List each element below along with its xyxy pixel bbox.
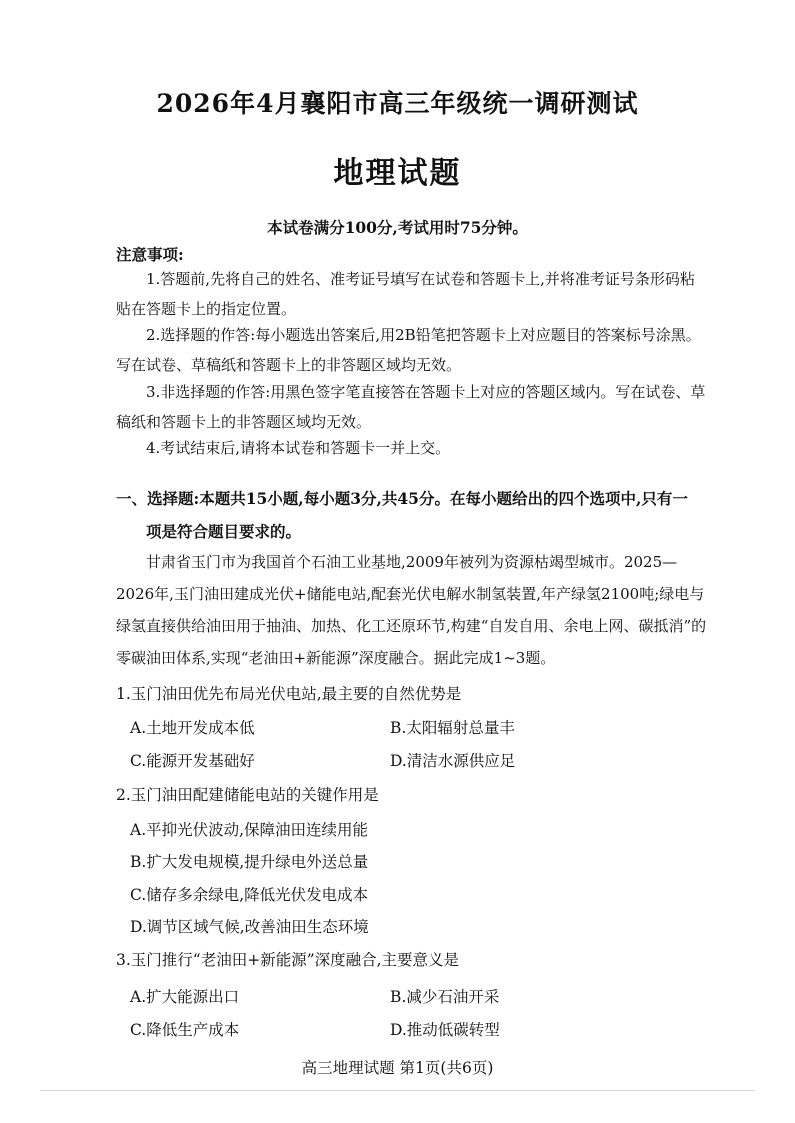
note-item: 4.考试结束后,请将本试卷和答题卡一并上交。 — [146, 439, 451, 457]
question-3-option-d: D.推动低碳转型 — [390, 1021, 500, 1039]
exam-title: 2026年4月襄阳市高三年级统一调研测试 — [156, 89, 639, 118]
question-1-option-a: A.土地开发成本低 — [130, 719, 255, 737]
note-item: 1.答题前,先将自己的姓名、准考证号填写在试卷和答题卡上,并将准考证号条形码粘贴在答题卡上的指定位置。 — [116, 270, 695, 318]
question-2-option-c: C.储存多余绿电,降低光伏发电成本 — [130, 886, 369, 904]
question-2-option-a: A.平抑光伏波动,保障油田连续用能 — [130, 821, 369, 839]
question-3-option-a: A.扩大能源出口 — [130, 988, 240, 1006]
notes-heading: 注意事项: — [116, 245, 184, 264]
subject-title: 地理试题 — [333, 156, 462, 191]
question-1-stem: 1.玉门油田优先布局光伏电站,最主要的自然优势是 — [116, 685, 462, 703]
question-2-stem: 2.玉门油田配建储能电站的关键作用是 — [116, 786, 379, 804]
question-1-option-c: C.能源开发基础好 — [130, 752, 255, 770]
reading-passage: 甘肃省玉门市为我国首个石油工业基地,2009年被列为资源枯竭型城市。2025—2026年,玉门油田建成光伏+储能电站,配套光伏电解水制氢装置,年产绿氢2100吨;绿电与绿氢直接供给油田用于抽油、加热、化工还原环节,构建“自发自用、余电上网、碳抵消”的零碳油田体系,实现“老油田+新能源”深度融合。据此完成1~3题。 — [116, 553, 707, 667]
note-item: 3.非选择题的作答:用黑色签字笔直接答在答题卡上对应的答题区域内。写在试卷、草稿纸和答题卡上的非答题区域均无效。 — [116, 383, 706, 431]
note-item: 2.选择题的作答:每小题选出答案后,用2B铅笔把答题卡上对应题目的答案标号涂黑。写在试卷、草稿纸和答题卡上的非答题区域均无效。 — [116, 326, 701, 374]
section-heading — [116, 482, 718, 548]
question-2-option-d: D.调节区域气候,改善油田生态环境 — [130, 918, 369, 936]
question-1-option-d: D.清洁水源供应足 — [390, 752, 516, 770]
question-3-option-c: C.降低生产成本 — [130, 1021, 240, 1039]
page-footer: 高三地理试题 第1页(共6页) — [301, 1059, 494, 1077]
question-1-option-b: B.太阳辐射总量丰 — [390, 719, 515, 737]
section-heading-line2: 项是符合题目要求的。 — [146, 522, 302, 541]
question-2-option-b: B.扩大发电规模,提升绿电外送总量 — [130, 853, 369, 871]
section-heading-line1: 一、选择题:本题共15小题,每小题3分,共45分。在每小题给出的四个选项中,只有一 — [116, 489, 688, 508]
question-3-option-b: B.减少石油开采 — [390, 988, 500, 1006]
footer-divider — [40, 1090, 755, 1091]
score-time-note: 本试卷满分100分,考试用时75分钟。 — [267, 218, 528, 237]
question-3-stem: 3.玉门推行“老油田+新能源”深度融合,主要意义是 — [116, 951, 460, 969]
